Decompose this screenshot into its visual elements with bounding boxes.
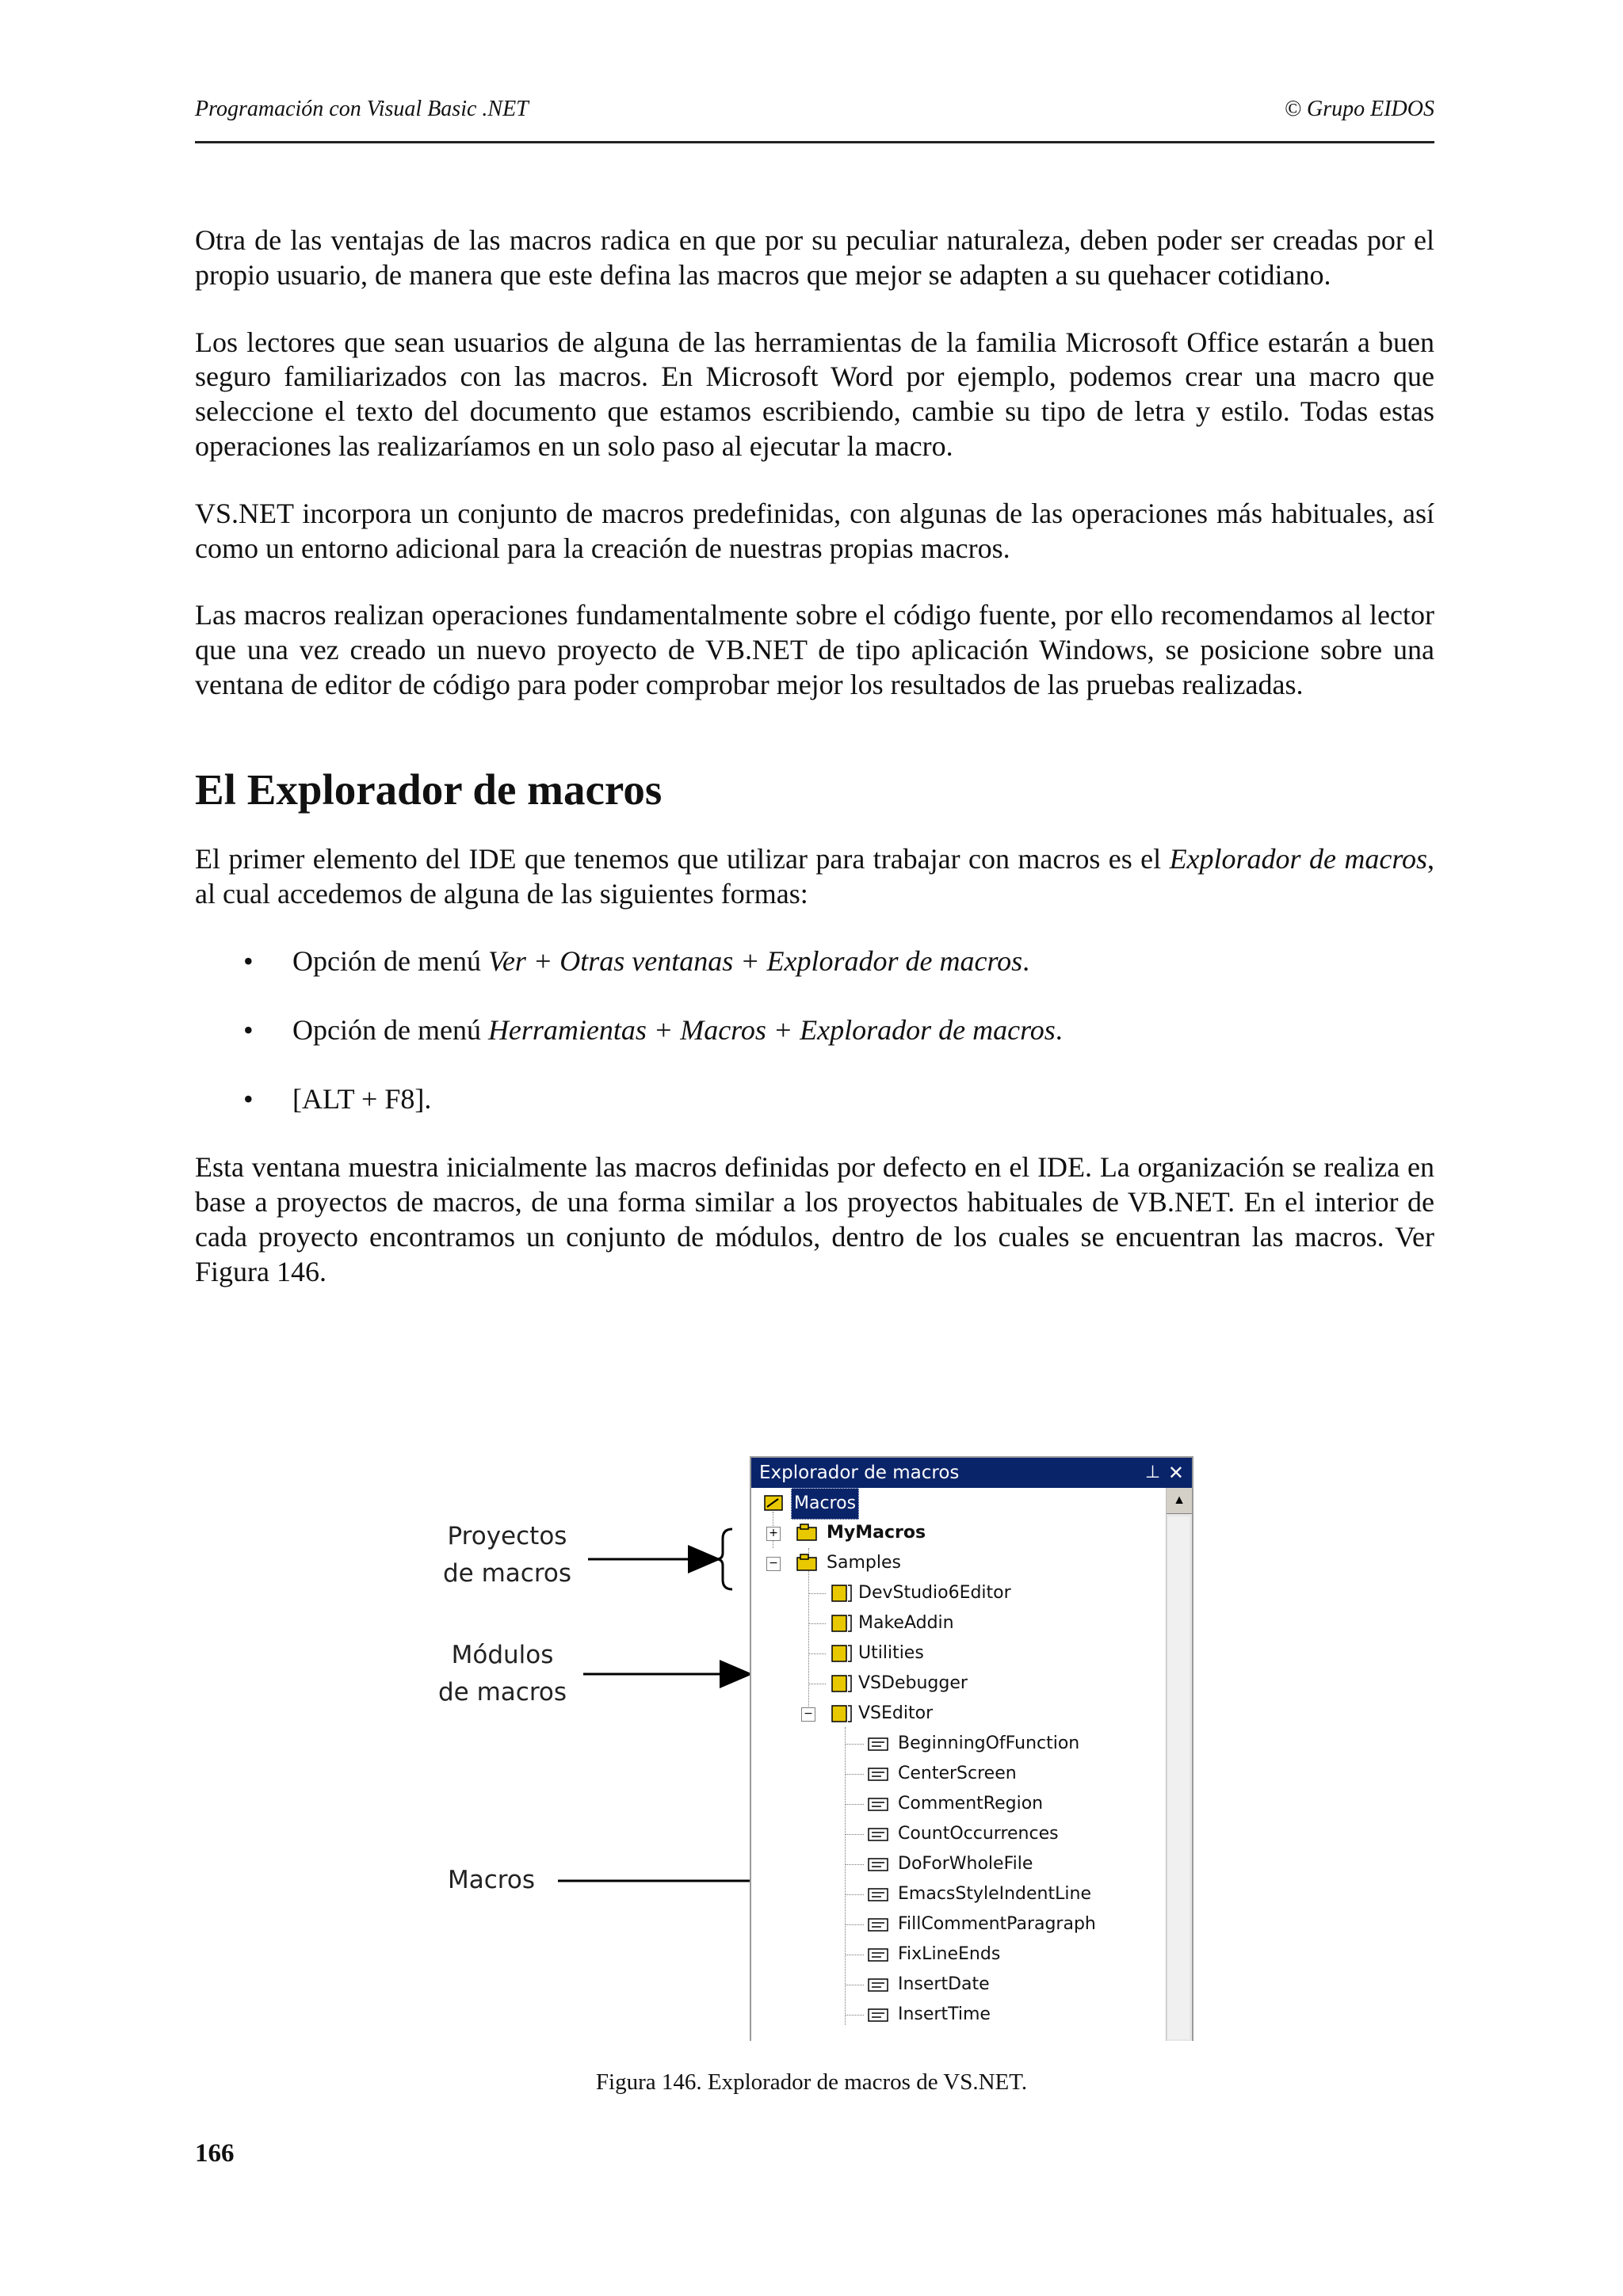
project-icon <box>796 1553 819 1573</box>
figure-caption: Figura 146. Explorador de macros de VS.NET. <box>595 2069 1028 2095</box>
label-modules-line1: Módulos <box>451 1641 554 1669</box>
macro-icon <box>867 1825 891 1845</box>
list-item-italic: Ver + Otras ventanas + Explorador de macros <box>487 945 1023 978</box>
list-item-text: Opción de menú <box>292 1014 488 1047</box>
scroll-up-icon[interactable]: ▲ <box>1167 1488 1192 1514</box>
bullet-icon: • <box>243 945 254 978</box>
module-icon <box>829 1613 853 1634</box>
tree-node-label: Utilities <box>858 1643 924 1663</box>
tree-node-macro[interactable] <box>867 1729 1082 1759</box>
scroll-track[interactable] <box>1168 1516 1190 2039</box>
tree-connector <box>808 1593 826 1594</box>
tree-node-project[interactable] <box>762 1518 928 1548</box>
tree-node-label: VSDebugger <box>858 1673 968 1693</box>
intro-text: El primer elemento del IDE que tenemos que utilizar para trabajar con macros es el <box>195 842 1170 875</box>
tree-node-label: MakeAddin <box>858 1613 954 1633</box>
tree-node-macro[interactable] <box>867 1789 1045 1819</box>
macro-icon <box>867 1794 891 1815</box>
tree-node-label: EmacsStyleIndentLine <box>898 1884 1091 1904</box>
tree-node-label: InsertTime <box>898 2004 991 2024</box>
tree-connector <box>845 1834 864 1835</box>
vertical-scrollbar[interactable] <box>1166 1488 1192 2041</box>
projects-brace <box>716 1529 732 1589</box>
collapse-icon[interactable]: − <box>801 1707 815 1722</box>
tree-node-label: Samples <box>827 1553 901 1573</box>
label-modules-line2: de macros <box>437 1678 567 1707</box>
macro-icon <box>867 1855 891 1875</box>
tree-connector <box>808 1653 826 1654</box>
paragraph: Las macros realizan operaciones fundamentalmente sobre el código fuente, por ello recomendamos al lector que una vez creado un nuevo proyecto de VB.NET de tipo aplicación Windows, se posicione sobre una ventana de editor de código para poder comprobar mejor los resultados de las pruebas realizadas. <box>195 599 1434 700</box>
macro-icon <box>867 2005 891 2026</box>
tree-node-macro[interactable] <box>867 1909 1098 1939</box>
tree-node-label: CountOccurrences <box>898 1824 1059 1844</box>
tree-connector <box>845 1924 864 1925</box>
bullet-icon: • <box>243 1014 254 1047</box>
tree-node-label: DoForWholeFile <box>898 1854 1033 1874</box>
page-number: 166 <box>195 2139 235 2168</box>
tree-node-label: CommentRegion <box>898 1794 1044 1814</box>
tree-connector <box>845 1774 864 1775</box>
tree-connector <box>845 2015 864 2016</box>
tree-connector <box>845 1804 864 1805</box>
tree-node-module[interactable] <box>829 1578 1014 1608</box>
tree-connector <box>845 1727 846 2025</box>
macro-icon <box>867 1885 891 1905</box>
list-item-text: Opción de menú <box>292 945 488 978</box>
tree-node-label: FixLineEnds <box>898 1944 1001 1964</box>
list-item-italic: Herramientas + Macros + Explorador de macros <box>487 1014 1056 1047</box>
tree-node-macro[interactable] <box>867 1970 992 2000</box>
expand-icon[interactable]: + <box>766 1527 781 1541</box>
bullet-icon: • <box>243 1083 254 1116</box>
macros-root-icon <box>762 1493 786 1513</box>
tree-node-module[interactable] <box>829 1638 926 1669</box>
header-publisher: © Grupo EIDOS <box>1284 97 1434 121</box>
paragraph: Los lectores que sean usuarios de alguna de las herramientas de la familia Microsoft Office estarán a buen seguro familiarizados con las macros. En Microsoft Word por ejemplo, podemos crear una macro que seleccione el texto del documento que estamos escribiendo, cambie su tipo de letra y estilo. Todas estas operaciones las realizaríamos en un solo paso al ejecutar la macro. <box>195 326 1434 462</box>
tree-node-macro[interactable] <box>867 1939 1002 1970</box>
list-item <box>195 944 1434 978</box>
intro-paragraph <box>195 842 1434 912</box>
collapse-icon[interactable]: − <box>766 1557 781 1571</box>
list-item-end: . <box>1022 945 1030 978</box>
tree-node-module[interactable] <box>798 1699 935 1729</box>
module-icon <box>829 1643 853 1664</box>
tree-connector <box>845 1864 864 1865</box>
header-book-title: Programación con Visual Basic .NET <box>195 97 529 121</box>
closing-paragraph: Esta ventana muestra inicialmente las macros definidas por defecto en el IDE. La organización se realiza en base a proyectos de macros, de una forma similar a los proyectos habituales de VB.NET. En el interior de cada proyecto encontramos un conjunto de módulos, dentro de los cuales se encuentran las macros. Ver Figura 146. <box>195 1151 1434 1287</box>
label-projects-line1: Proyectos <box>447 1522 567 1550</box>
access-options-list <box>195 944 1434 1116</box>
tree-connector <box>845 1744 864 1745</box>
macro-explorer-window <box>750 1456 1193 2041</box>
list-item <box>195 1081 1434 1116</box>
intro-text-end: , al cual accedemos de alguna de las siguientes formas: <box>195 842 1434 910</box>
macro-icon <box>867 1945 891 1966</box>
tree-node-label: VSEditor <box>858 1703 934 1723</box>
macro-icon <box>867 1734 891 1755</box>
tree-node-module[interactable] <box>829 1608 957 1638</box>
tree-node-macro[interactable] <box>867 1819 1061 1849</box>
list-item-text: [ALT + F8]. <box>292 1083 432 1116</box>
tree-node-macro[interactable] <box>867 2000 993 2030</box>
tree-node-label: CenterScreen <box>898 1764 1017 1783</box>
module-icon <box>829 1583 853 1604</box>
tree-node-macro[interactable] <box>867 1759 1019 1789</box>
tree-connector <box>845 1894 864 1895</box>
tree-node-label: DevStudio6Editor <box>858 1583 1011 1603</box>
macro-icon <box>867 1975 891 1996</box>
macro-tree <box>751 1488 1165 2041</box>
body-text <box>195 223 1434 1322</box>
close-icon[interactable]: ✕ <box>1167 1462 1184 1484</box>
tree-node-project[interactable] <box>762 1548 903 1578</box>
tree-node-label: FillCommentParagraph <box>898 1914 1096 1934</box>
tree-node-label: Macros <box>791 1488 859 1520</box>
running-header <box>195 97 1434 143</box>
list-item <box>195 1013 1434 1047</box>
section-title: El Explorador de macros <box>195 765 663 814</box>
paragraph: Otra de las ventajas de las macros radica en que por su peculiar naturaleza, deben poder ser creadas por el propio usuario, de manera que este defina las macros que mejor se adapten a su quehacer cotidiano. <box>195 224 1434 291</box>
intro-italic: Explorador de macros <box>1169 842 1427 875</box>
tree-node-label: BeginningOfFunction <box>898 1733 1080 1753</box>
macro-icon <box>867 1764 891 1785</box>
module-icon <box>829 1703 853 1724</box>
tree-node-root[interactable] <box>762 1488 859 1518</box>
figure-macro-explorer <box>428 1450 1228 2041</box>
window-title: Explorador de macros <box>759 1463 960 1483</box>
module-icon <box>829 1673 853 1694</box>
macro-icon <box>867 1915 891 1936</box>
tree-node-macro[interactable] <box>867 1879 1094 1909</box>
pin-icon[interactable]: ⊥ <box>1144 1463 1160 1482</box>
window-title-bar <box>751 1458 1192 1488</box>
tree-node-label: MyMacros <box>827 1523 926 1543</box>
label-macros: Macros <box>448 1866 535 1894</box>
project-icon <box>796 1523 819 1543</box>
list-item-end: . <box>1055 1014 1063 1047</box>
paragraph: VS.NET incorpora un conjunto de macros predefinidas, con algunas de las operaciones más habituales, así como un entorno adicional para la creación de nuestras propias macros. <box>195 497 1434 564</box>
tree-node-label: InsertDate <box>898 1974 990 1994</box>
tree-node-macro[interactable] <box>867 1849 1035 1879</box>
label-projects-line2: de macros <box>442 1559 572 1588</box>
tree-node-module[interactable] <box>829 1669 970 1699</box>
tree-connector <box>808 1623 826 1624</box>
